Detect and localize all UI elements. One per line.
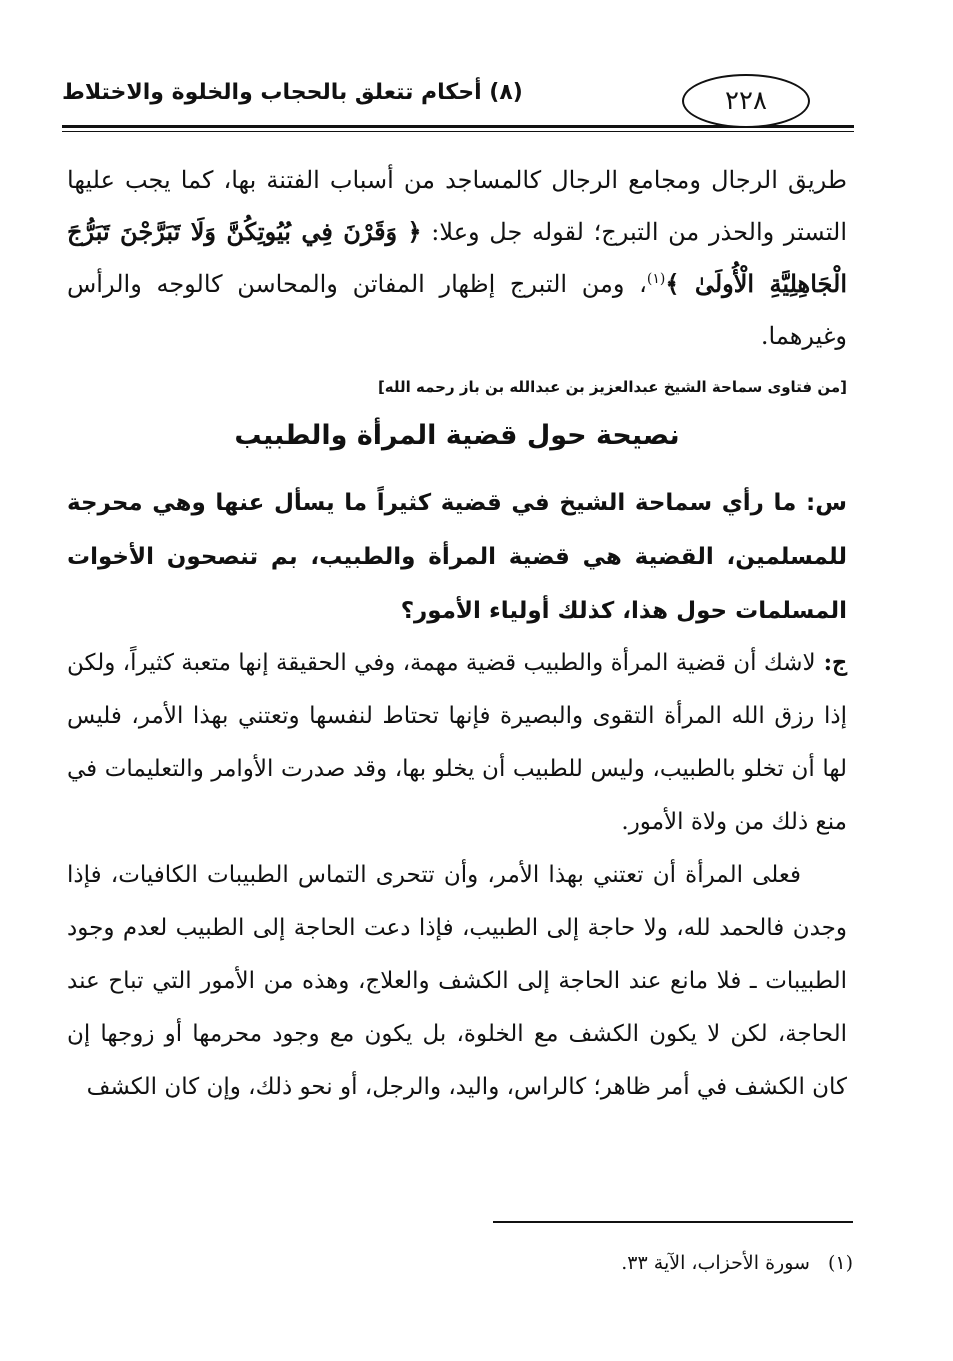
footnote [73,1252,853,1274]
answer-block [67,636,847,1114]
answer-paragraph-2: فعلى المرأة أن تعتني بهذا الأمر، وأن تتحرى التماس الطبيبات الكافيات، فإذا وجدن فالحمد لله، ولا حاجة إلى الطبيب، فإذا دعت الحاجة إلى الطبيب لعدم وجود الطبيبات ـ فلا مانع عند الحاجة إلى الكشف والعلاج، وهذه من الأمور التي تباح عند الحاجة، لكن لا يكون الكشف مع الخلوة، بل يكون مع وجود محرمها أو زوجها إن كان الكشف في أمر ظاهر؛ كالراس، واليد، والرجل، أو نحو ذلك، وإن كان الكشف [67,862,847,1100]
answer-text-1: لاشك أن قضية المرأة والطبيب قضية مهمة، وفي الحقيقة إنها متعبة كثيراً، ولكن إذا رزق الله المرأة التقوى والبصيرة فإنها تحتاط لنفسها وتعتني بهذا الأمر، فليس لها أن تخلو بالطبيب، وليس للطبيب أن يخلو بها، وقد صدرت الأوامر والتعليمات في منع ذلك من ولاة الأمور. [67,650,847,835]
section-heading: نصيحة حول قضية المرأة والطبيب [234,420,680,451]
header-rule-thin [62,131,854,132]
intro-text-before: طريق الرجال ومجامع الرجال كالمساجد من أسباب الفتنة بها، كما يجب عليها التستر والحذر من التبرج؛ لقوله جل وعلا: [67,166,848,246]
footnote-number: (١) [827,1252,853,1274]
intro-paragraph [67,154,847,362]
source-note: [من فتاوى سماحة الشيخ عبدالعزيز بن عبدالله بن باز رحمه الله] [377,378,847,396]
running-title: (٨) أحكام تتعلق بالحجاب والخلوة والاختلاط [62,80,523,105]
footnote-text: سورة الأحزاب، الآية ٣٣. [621,1252,810,1274]
answer-lead: ج: [815,649,847,676]
answer-paragraph-1 [67,636,847,849]
page-header [62,70,854,128]
question-paragraph [67,476,847,638]
question-text: س: ما رأي سماحة الشيخ في قضية كثيراً ما يسأل عنها وهي محرجة للمسلمين، القضية هي قضية المرأة والطبيب، بم تنصحون الأخوات المسلمات حول هذا، كذلك أولياء الأمور؟ [67,490,847,624]
footnote-rule [493,1221,853,1223]
intro-text-after: ، ومن التبرج إظهار المفاتن والمحاسن كالوجه والرأس وغيرهما. [67,270,847,350]
footnote-reference: (١) [646,271,666,287]
page-number: ٢٢٨ [682,74,810,128]
quran-verse: ﴿ وَقَرْنَ فِي بُيُوتِكُنَّ وَلَا تَبَرَّجْنَ تَبَرُّجَ الْجَاهِلِيَّةِ الْأُولَىٰ ﴾ [67,217,847,298]
